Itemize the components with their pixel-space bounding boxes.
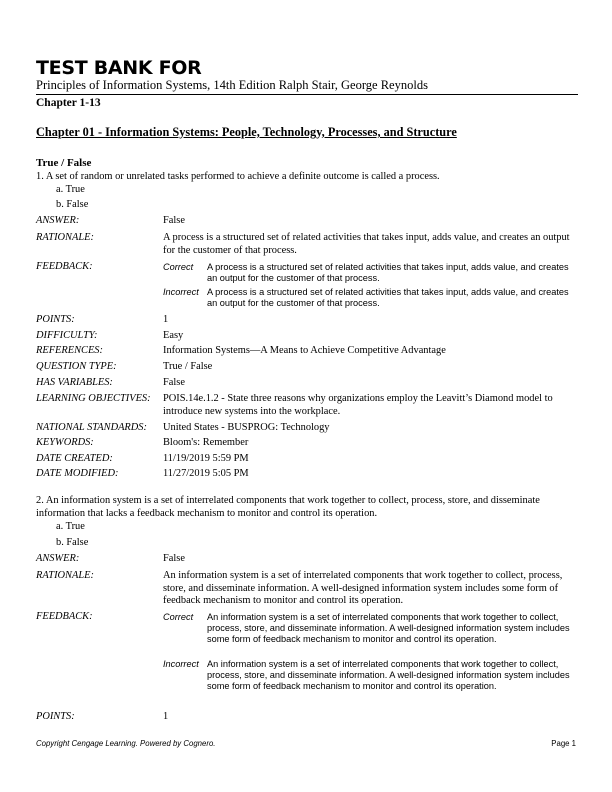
question-1-feedback-correct: A process is a structured set of related activities that takes input, adds value, and creates an output for the customer of that process.	[207, 262, 569, 283]
rationale-label: RATIONALE:	[36, 570, 94, 581]
question-2-rationale: An information system is a set of interrelated components that work together to collect, process, store, and disseminate information. A well-designed information system includes some form of feedback mechanism to monitor and control its operation.	[163, 570, 563, 606]
question-2-feedback-incorrect: An information system is a set of interrelated components that work together to collect, process, store, and disseminate information. A well-designed information system includes some form of feedback mechanism to monitor and control its operation.	[207, 659, 570, 691]
question-1-text: 1. A set of random or unrelated tasks performed to achieve a definite outcome is called a process.	[36, 171, 440, 182]
feedback-correct-tag: Correct	[163, 262, 194, 272]
question-1-points: 1	[163, 314, 169, 325]
answer-label: ANSWER:	[36, 553, 80, 564]
date-created-label: DATE CREATED:	[36, 453, 113, 464]
rationale-label: RATIONALE:	[36, 232, 94, 243]
answer-label: ANSWER:	[36, 215, 80, 226]
feedback-incorrect-tag: Incorrect	[163, 287, 199, 297]
has-variables-label: HAS VARIABLES:	[36, 377, 113, 388]
feedback-incorrect-tag: Incorrect	[163, 659, 199, 669]
feedback-correct-tag: Correct	[163, 612, 194, 622]
question-1-national-standards: United States - BUSPROG: Technology	[163, 422, 330, 433]
question-1-feedback-incorrect: A process is a structured set of related activities that takes input, adds value, and creates an output for the customer of that process.	[207, 287, 569, 308]
question-type-label: QUESTION TYPE:	[36, 361, 117, 372]
footer-page-number: Page 1	[551, 739, 576, 748]
question-1-choice-b: b. False	[56, 199, 89, 210]
question-1-learning-objectives: POIS.14e.1.2 - State three reasons why organizations employ the Leavitt’s Diamond model to introduce new systems into the workplace.	[163, 393, 553, 417]
question-1-has-variables: False	[163, 377, 185, 388]
feedback-label: FEEDBACK:	[36, 611, 93, 622]
national-standards-label: NATIONAL STANDARDS:	[36, 422, 147, 433]
question-1-date-modified: 11/27/2019 5:05 PM	[163, 468, 249, 479]
question-1-keywords: Bloom's: Remember	[163, 437, 249, 448]
question-1-question-type: True / False	[163, 361, 213, 372]
question-2-text: 2. An information system is a set of interrelated components that work together to collect, process, store, and disseminate information that lacks a feedback mechanism to monitor and control its operation.	[36, 495, 540, 519]
footer-copyright: Copyright Cengage Learning. Powered by Cognero.	[36, 739, 216, 748]
question-2-choice-b: b. False	[56, 537, 89, 548]
feedback-label: FEEDBACK:	[36, 261, 93, 272]
question-2-answer: False	[163, 553, 185, 564]
references-label: REFERENCES:	[36, 345, 103, 356]
question-1-date-created: 11/19/2019 5:59 PM	[163, 453, 249, 464]
question-1-answer: False	[163, 215, 185, 226]
section-heading: True / False	[36, 157, 92, 169]
learning-objectives-label: LEARNING OBJECTIVES:	[36, 393, 151, 404]
chapter-range: Chapter 1-13	[36, 97, 101, 109]
book-subtitle: Principles of Information Systems, 14th Edition Ralph Stair, George Reynolds	[36, 78, 428, 92]
difficulty-label: DIFFICULTY:	[36, 330, 98, 341]
question-2-choice-a: a. True	[56, 521, 85, 532]
date-modified-label: DATE MODIFIED:	[36, 468, 119, 479]
question-1-rationale: A process is a structured set of related activities that takes input, adds value, and creates an output for the customer of that process.	[163, 232, 570, 256]
points-label: POINTS:	[36, 314, 75, 325]
question-1-difficulty: Easy	[163, 330, 184, 341]
keywords-label: KEYWORDS:	[36, 437, 94, 448]
test-bank-banner: TEST BANK FOR	[36, 57, 202, 79]
question-1-references: Information Systems—A Means to Achieve Competitive Advantage	[163, 345, 446, 356]
points-label: POINTS:	[36, 711, 75, 722]
chapter-title: Chapter 01 - Information Systems: People, Technology, Processes, and Structure	[36, 125, 457, 139]
header-rule	[36, 94, 578, 95]
question-2-points: 1	[163, 711, 169, 722]
question-1-choice-a: a. True	[56, 184, 85, 195]
question-2-feedback-correct: An information system is a set of interrelated components that work together to collect, process, store, and disseminate information. A well-designed information system includes some form of feedback mechanism to monitor and control its operation.	[207, 612, 570, 644]
